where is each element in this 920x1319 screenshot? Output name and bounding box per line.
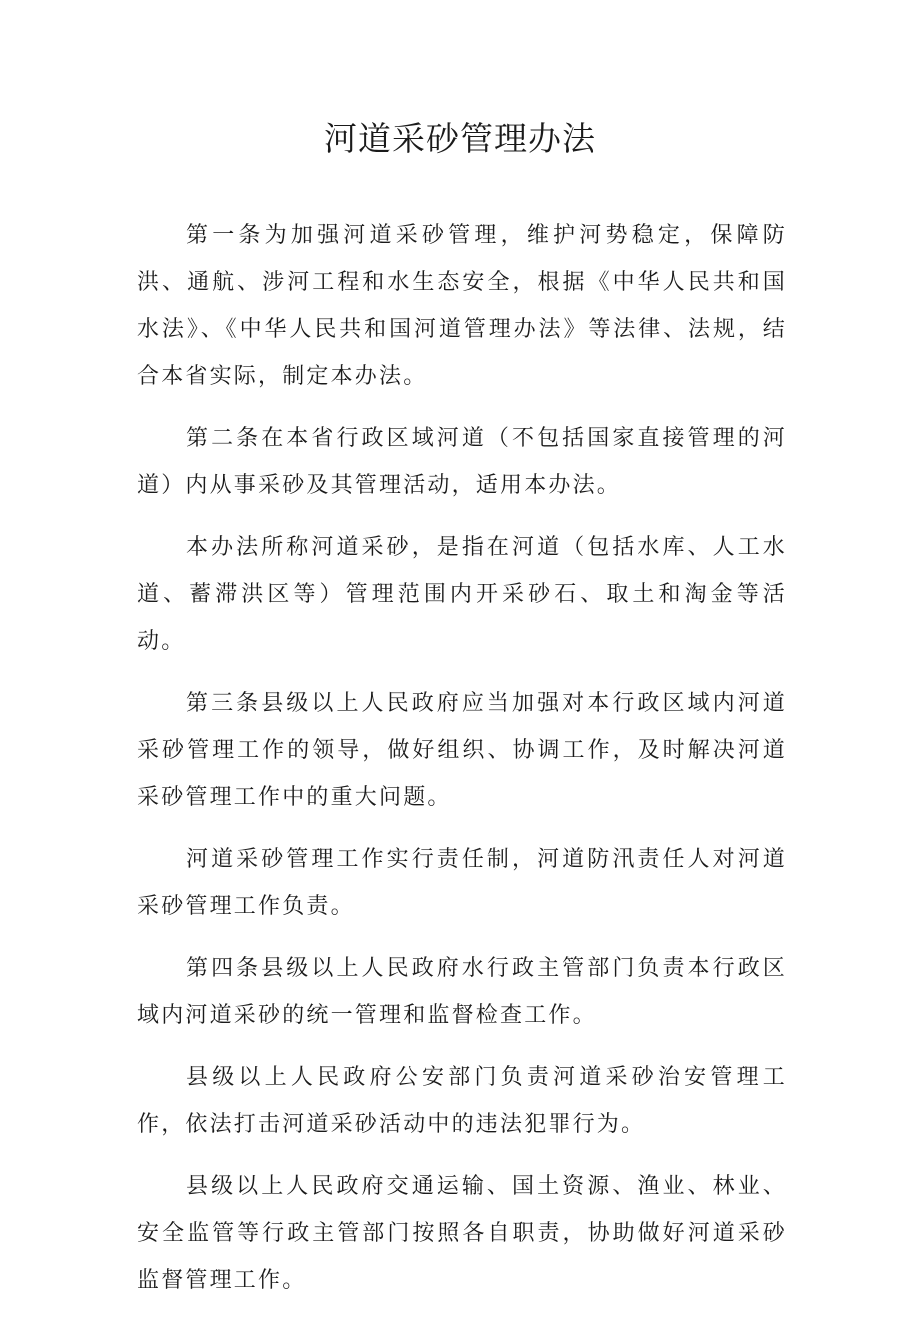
article-4-paragraph: 第四条县级以上人民政府水行政主管部门负责本行政区域内河道采砂的统一管理和监督检查工作。: [137, 956, 787, 1028]
other-departments-paragraph: 县级以上人民政府交通运输、国土资源、渔业、林业、安全监管等行政主管部门按照各自职责，协助做好河道采砂监督管理工作。: [137, 1174, 787, 1293]
responsibility-system-paragraph: 河道采砂管理工作实行责任制，河道防汛责任人对河道采砂管理工作负责。: [137, 847, 787, 919]
article-2-paragraph: 第二条在本省行政区域河道（不包括国家直接管理的河道）内从事采砂及其管理活动，适用本办法。: [137, 426, 787, 498]
document-body: [137, 212, 787, 1319]
sand-mining-definition-paragraph: 本办法所称河道采砂，是指在河道（包括水库、人工水道、蓄滞洪区等）管理范围内开采砂石、取土和淘金等活动。: [137, 535, 787, 654]
document-title: 河道采砂管理办法: [324, 119, 596, 158]
public-security-paragraph: 县级以上人民政府公安部门负责河道采砂治安管理工作，依法打击河道采砂活动中的违法犯罪行为。: [137, 1065, 787, 1137]
article-3-paragraph: 第三条县级以上人民政府应当加强对本行政区域内河道采砂管理工作的领导，做好组织、协调工作，及时解决河道采砂管理工作中的重大问题。: [137, 691, 787, 810]
article-1-paragraph: 第一条为加强河道采砂管理，维护河势稳定，保障防洪、通航、涉河工程和水生态安全，根据《中华人民共和国水法》、《中华人民共和国河道管理办法》等法律、法规，结合本省实际，制定本办法。: [137, 223, 787, 389]
